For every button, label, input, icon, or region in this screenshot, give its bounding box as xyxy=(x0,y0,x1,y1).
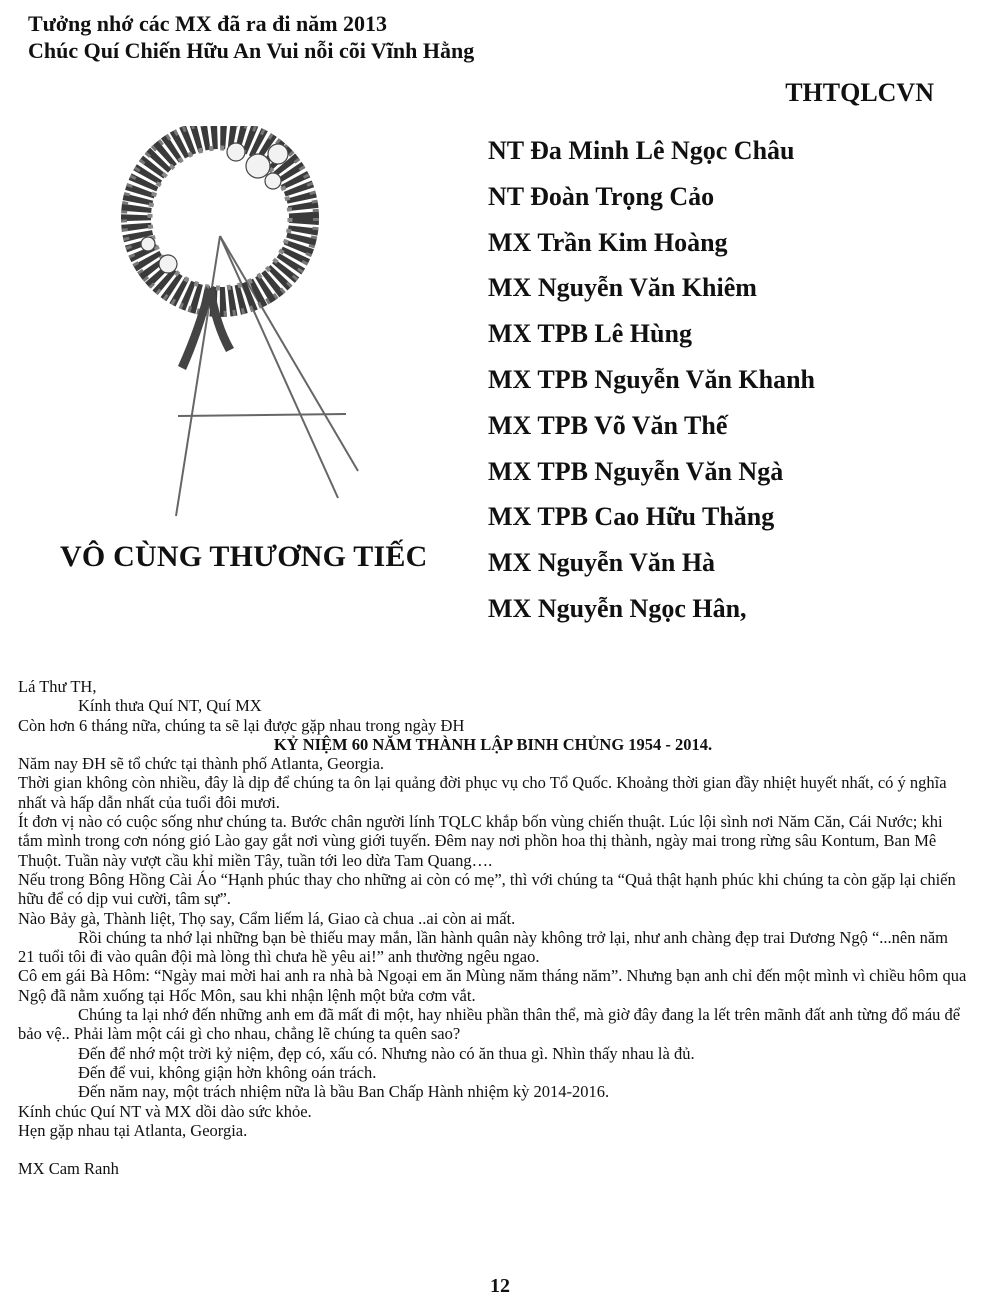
letter-paragraph: Năm nay ĐH sẽ tổ chức tại thành phố Atlanta, Georgia. xyxy=(18,754,385,774)
memorial-name: MX Nguyễn Ngọc Hân, xyxy=(488,593,747,623)
mourning-title: VÔ CÙNG THƯƠNG TIẾC xyxy=(60,540,428,573)
letter-signature: MX Cam Ranh xyxy=(18,1159,119,1179)
letter-paragraph: Đến để nhớ một trời kỷ niệm, đẹp có, xấu có. Nhưng nào có ăn thua gì. Nhìn thấy nhau là đủ. xyxy=(78,1043,695,1063)
letter-paragraph: Nào Bảy gà, Thành liệt, Thọ say, Cẩm liếm lá, Giao cà chua ..ai còn ai mất. xyxy=(18,908,516,928)
memorial-name: MX TPB Võ Văn Thế xyxy=(488,410,728,440)
memorial-name: MX Trần Kim Hoàng xyxy=(488,227,728,257)
letter-paragraph: Đến để vui, không giận hờn không oán trách. xyxy=(78,1062,377,1082)
page-header xyxy=(28,10,474,64)
memorial-name: MX TPB Nguyễn Văn Khanh xyxy=(488,364,816,394)
memorial-name: MX Nguyễn Văn Hà xyxy=(488,548,716,578)
letter-paragraph: Nếu trong Bông Hồng Cài Áo “Hạnh phúc thay cho những ai còn có mẹ”, thì với chúng ta “Quả thật hạnh phúc khi chúng ta còn gặp lại chiến hữu để có dịp vui cười, tâm sự”. xyxy=(18,869,956,909)
page-number: 12 xyxy=(490,1275,510,1297)
letter-paragraph: Cô em gái Bà Hôm: “Ngày mai mời hai anh ra nhà bà Ngoại em ăn Mùng năm tháng năm”. Nhưng bạn anh chỉ đến một mình vì chiều hôm qua Ngộ đã nằm xuống tại Hốc Môn, sau khi nhận lệnh một bửa cơm vắt. xyxy=(18,966,967,1005)
header-line-1: Tưởng nhớ các MX đã ra đi năm 2013 xyxy=(28,11,388,36)
header-line-2: Chúc Quí Chiến Hữu An Vui nỗi cõi Vĩnh Hằng xyxy=(28,38,475,63)
letter-paragraph: Chúng ta lại nhớ đến những anh em đã mất đi một, hay nhiều phần thân thể, mà giờ đây đang la lết trên mãnh đất anh từng đổ máu để bảo vệ.. Phải làm một cái gì cho nhau, chẳng lẽ chúng ta quên sao? xyxy=(18,1005,961,1044)
memorial-name: MX TPB Nguyễn Văn Ngà xyxy=(488,456,784,486)
memorial-name: NT Đoàn Trọng Cảo xyxy=(488,181,715,211)
letter-paragraph: Ít đơn vị nào có cuộc sống như chúng ta. Bước chân người lính TQLC khắp bốn vùng chiến thuật. Lúc lội sình nơi Năm Căn, Cái Nước; khi tắm mình trong cơn nóng gió Lào gay gắt nơi vùng giới tuyến. Đêm nay nơi phồn hoa thị thành, ngày mai trong rừng sâu Kontum, Ban Mê Thuột. Tuần này vượt cầu khỉ miền Tây, tuần tới leo dừa Tam Quang…. xyxy=(18,812,943,870)
letter-heading: Lá Thư TH, xyxy=(18,677,97,696)
organization-name: THTQLCVN xyxy=(785,78,934,107)
anniversary-title: KỶ NIỆM 60 NĂM THÀNH LẬP BINH CHỦNG 1954 - 2014. xyxy=(273,734,713,754)
letter-paragraph: Hẹn gặp nhau tại Atlanta, Georgia. xyxy=(18,1120,248,1140)
memorial-name: NT Đa Minh Lê Ngọc Châu xyxy=(488,136,795,165)
letter-paragraph: Kính chúc Quí NT và MX dồi dào sức khỏe. xyxy=(18,1101,312,1121)
letter-paragraph: Rồi chúng ta nhớ lại những bạn bè thiếu may mắn, lần hành quân này không trở lại, như anh chàng đẹp trai Dương Ngộ “...nên năm 21 tuổi tôi đi vào quân đội mà lòng thì chưa hề yêu ai!” anh thường ngêu ngao. xyxy=(18,927,949,967)
letter-body xyxy=(18,677,968,1178)
memorial-name: MX TPB Cao Hữu Thăng xyxy=(488,502,775,532)
letter-paragraph: Đến năm nay, một trách nhiệm nữa là bầu Ban Chấp Hành nhiệm kỳ 2014-2016. xyxy=(78,1082,610,1102)
letter-salutation: Kính thưa Quí NT, Quí MX xyxy=(78,696,262,716)
memorial-name-list xyxy=(488,133,815,637)
letter-paragraph: Còn hơn 6 tháng nữa, chúng ta sẽ lại được gặp nhau trong ngày ĐH xyxy=(18,715,465,735)
funeral-wreath-icon xyxy=(108,126,408,526)
memorial-name: MX TPB Lê Hùng xyxy=(488,319,692,349)
letter-paragraph: Thời gian không còn nhiều, đây là dịp để chúng ta ôn lại quảng đời phục vụ cho Tổ Quốc. Khoảng thời gian đầy nhiệt huyết nhất, có ý nghĩa nhất và hấp dẫn nhất của tuổi đôi mươi. xyxy=(18,773,947,812)
memorial-name: MX Nguyễn Văn Khiêm xyxy=(488,273,757,303)
